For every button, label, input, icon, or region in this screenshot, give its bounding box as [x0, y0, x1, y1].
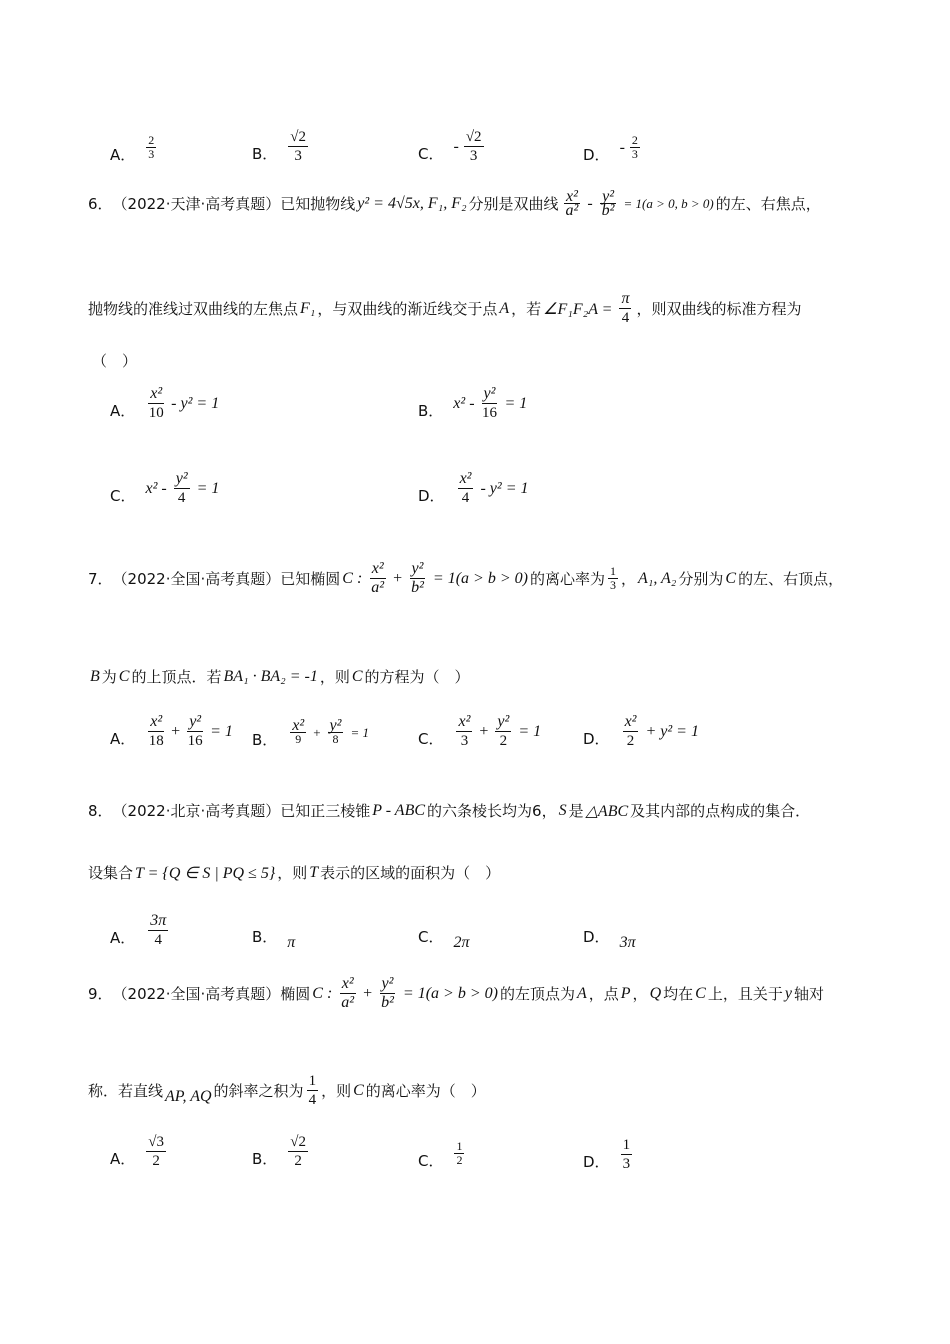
numerator: 1	[308, 1073, 317, 1089]
option-label: D．	[418, 487, 445, 505]
q9-option-b[interactable]	[252, 1133, 311, 1170]
question-number: 6．	[88, 195, 113, 213]
q9-option-a[interactable]	[110, 1133, 169, 1170]
math: AP, AQ	[165, 1087, 212, 1105]
q6-line-2	[88, 290, 802, 327]
math: 3π	[619, 934, 636, 951]
math: P - ABC	[372, 801, 426, 819]
text: 已知椭圆	[280, 570, 341, 588]
math: C :	[312, 984, 333, 1002]
text: 的左顶点为	[499, 985, 575, 1003]
option-label: B．	[252, 1150, 278, 1168]
denominator: 4	[621, 310, 630, 326]
denominator: 3	[622, 1156, 631, 1172]
option-label: B．	[252, 145, 278, 163]
math: = 1	[210, 722, 233, 740]
fraction	[288, 719, 308, 746]
question-number: 7．	[88, 570, 113, 588]
text: ，	[541, 802, 557, 820]
fraction	[407, 560, 428, 597]
denominator: 3	[460, 733, 469, 749]
math: -	[587, 194, 593, 212]
text: 设集合	[88, 864, 134, 882]
option-label: C．	[418, 145, 444, 163]
text: 均在	[663, 985, 694, 1003]
fraction	[621, 713, 641, 750]
text: 的六条棱长均为	[427, 802, 533, 820]
fraction	[493, 713, 513, 750]
question-source: （2022·全国·高考真题）	[112, 570, 281, 588]
numerator: x²	[565, 188, 578, 205]
q5-option-b[interactable]	[252, 128, 311, 165]
denominator: 3	[609, 578, 616, 592]
numerator: 1	[609, 564, 616, 578]
math: x² -	[453, 394, 475, 412]
q8-line-1	[88, 800, 810, 821]
math: = 1	[350, 724, 369, 740]
option-label: B．	[252, 731, 278, 749]
math: x² -	[145, 479, 167, 497]
option-label: B．	[252, 927, 278, 946]
text: 的离心率为	[529, 570, 605, 588]
fraction	[146, 385, 166, 422]
fraction	[454, 713, 474, 750]
denominator: 18	[148, 733, 164, 749]
q9-line-2	[88, 1072, 486, 1109]
q8-option-a[interactable]	[110, 912, 173, 949]
option-label: C．	[418, 927, 444, 946]
denominator: b²	[601, 202, 615, 219]
numerator: √2	[290, 129, 307, 145]
denominator: a²	[565, 202, 579, 219]
math: ∠F₁F₂A =	[543, 300, 613, 318]
fraction	[456, 470, 476, 507]
denominator: a²	[371, 579, 385, 596]
q6-answer-paren	[92, 350, 137, 371]
math: A₁, A₂	[637, 569, 677, 587]
math: = 1	[518, 722, 542, 740]
fraction	[337, 975, 358, 1012]
denominator: 8	[332, 732, 339, 746]
minus-sign: -	[619, 138, 625, 156]
text: 抛物线的准线过双曲线的左焦点	[88, 300, 299, 318]
numerator: 2	[631, 133, 638, 147]
option-label: A．	[110, 146, 136, 164]
numerator: y²	[189, 713, 202, 730]
numerator: x²	[292, 717, 305, 734]
denominator: 9	[295, 732, 302, 746]
text: 的左、右焦点，	[715, 195, 821, 213]
math: +	[393, 569, 403, 587]
q6-option-c[interactable]	[110, 470, 221, 507]
option-label: A．	[110, 730, 136, 748]
denominator: 2	[626, 733, 635, 749]
question-number: 9．	[88, 985, 113, 1003]
option-label: A．	[110, 1150, 136, 1168]
fraction	[598, 190, 619, 217]
fraction	[146, 134, 156, 161]
fraction	[288, 128, 308, 165]
question-number: 8．	[88, 802, 113, 820]
q5-option-d[interactable]	[583, 130, 643, 165]
denominator: a²	[341, 994, 355, 1011]
q8-option-d[interactable]	[583, 920, 638, 952]
q8-option-c[interactable]	[418, 920, 472, 952]
option-label: A．	[110, 402, 136, 420]
text: 的左、右顶点，	[738, 570, 844, 588]
fraction	[172, 470, 192, 507]
math: C	[351, 667, 363, 685]
text: ，则	[319, 668, 350, 686]
math: y	[784, 984, 792, 1002]
text: 已知抛物线	[280, 195, 356, 213]
denominator: 3	[469, 148, 478, 164]
fraction	[608, 565, 618, 592]
math: A	[499, 299, 510, 317]
q8-option-b[interactable]	[252, 920, 297, 952]
option-label: C．	[418, 1152, 444, 1170]
option-label: C．	[418, 730, 444, 748]
text: 及其内部的点构成的集合．	[630, 802, 811, 820]
text: ，与双曲线的渐近线交于点	[317, 300, 498, 318]
numerator: x²	[150, 385, 163, 402]
denominator: 16	[481, 405, 497, 421]
math: C	[725, 569, 737, 587]
denominator: 16	[187, 733, 203, 749]
option-label: B．	[418, 402, 444, 420]
fraction	[146, 1133, 166, 1170]
math: T = {Q ∈ S | PQ ≤ 5}	[135, 864, 276, 882]
q7-line-2	[88, 666, 470, 687]
denominator: 2	[294, 1153, 302, 1169]
q9-option-c[interactable]	[418, 1136, 467, 1171]
math: = 1(a > b > 0)	[432, 569, 528, 587]
math: △ABC	[585, 802, 629, 820]
fraction	[326, 719, 346, 746]
math: BA₁ · BA₂ = -1	[223, 667, 318, 685]
option-label: D．	[583, 1153, 610, 1171]
text: （ ）	[92, 352, 138, 370]
q7-option-a[interactable]: A． $\frac{\text{x²}}{18}$ + $\frac{\text{y²}}{16}$ = 1	[110, 713, 233, 749]
minus-sign: -	[453, 137, 459, 155]
fraction	[630, 134, 640, 161]
text: 的斜率之积为	[213, 1082, 304, 1100]
math: S	[558, 801, 567, 819]
text: 的离心率为（ ）	[365, 1082, 486, 1100]
math: - y² = 1	[480, 479, 529, 497]
q7-option-d[interactable]	[583, 713, 701, 750]
fraction	[377, 975, 398, 1012]
option-label: A．	[110, 929, 136, 947]
math: C	[353, 1081, 364, 1099]
math: π	[287, 934, 296, 951]
math: = 1	[196, 479, 220, 497]
fraction	[288, 1133, 308, 1170]
math: y² = 4√5x, F₁, F₂	[357, 194, 467, 212]
option-label: C．	[110, 487, 136, 505]
fraction	[307, 1072, 319, 1109]
math: F₁	[300, 299, 316, 317]
numerator: x²	[150, 713, 163, 730]
math: B	[90, 667, 100, 685]
fraction	[185, 713, 205, 750]
math: = 1(a > 0, b > 0)	[623, 195, 714, 211]
text: 的上顶点．若	[131, 668, 222, 686]
denominator: 4	[154, 932, 163, 948]
option-label: D．	[583, 927, 610, 946]
numerator: 1	[622, 1137, 631, 1153]
q5-option-a[interactable]	[110, 130, 159, 165]
fraction	[621, 1136, 633, 1173]
numerator: x²	[341, 975, 354, 992]
text: 分别是双曲线	[468, 195, 559, 213]
question-source: （2022·天津·高考真题）	[112, 195, 281, 213]
numerator: 3π	[150, 912, 167, 929]
text: 表示的区域的面积为（ ）	[320, 864, 501, 882]
denominator: 3	[294, 148, 302, 164]
denominator: 2	[456, 1153, 463, 1167]
numerator: √3	[148, 1134, 164, 1150]
numerator: y²	[329, 717, 342, 734]
text: ，则	[277, 864, 308, 882]
q6-option-d[interactable]	[418, 470, 531, 507]
denominator: 4	[177, 490, 186, 506]
fraction	[146, 912, 170, 949]
text: 是	[568, 802, 584, 820]
q7-option-c[interactable]: C． $\frac{\text{x²}}{3}$ + $\frac{\text{y²}}{2}$ = 1	[418, 713, 542, 749]
q8-line-2	[88, 862, 500, 883]
denominator: b²	[411, 579, 424, 596]
numerator: y²	[602, 188, 615, 205]
numerator: √2	[465, 129, 482, 145]
text: ，则双曲线的标准方程为	[636, 300, 802, 318]
fraction	[562, 190, 583, 217]
question-source: （2022·北京·高考真题）	[112, 802, 281, 820]
math: C	[695, 984, 706, 1002]
math: T	[309, 863, 319, 881]
numerator: √2	[290, 1134, 307, 1150]
math: - y² = 1	[171, 394, 220, 412]
option-label: D．	[583, 146, 610, 164]
text: ，则	[321, 1082, 352, 1100]
text: 椭圆	[280, 985, 311, 1003]
numerator: y²	[497, 713, 510, 730]
math: P	[620, 984, 631, 1002]
numerator: y²	[483, 385, 496, 402]
q6-option-b[interactable]	[418, 385, 529, 422]
text: 6	[532, 801, 542, 820]
denominator: 2	[499, 733, 508, 749]
q9-line-1	[88, 975, 824, 1012]
denominator: 3	[148, 147, 155, 161]
q6-line-1	[88, 190, 821, 217]
fraction	[146, 713, 166, 750]
text: ，点	[588, 985, 619, 1003]
math: + y² = 1	[645, 722, 699, 740]
numerator: y²	[411, 560, 424, 577]
denominator: 4	[461, 490, 470, 506]
q7-option-b[interactable]: B． $\frac{\text{x²}}{9}$ + $\frac{\text{y²}}{8}$ = 1	[252, 717, 369, 749]
denominator: 2	[152, 1153, 160, 1169]
question-source: （2022·全国·高考真题）	[112, 985, 281, 1003]
text: 轴对	[793, 985, 824, 1003]
numerator: y²	[175, 470, 188, 487]
fraction	[454, 1140, 464, 1167]
math: +	[363, 984, 373, 1002]
q6-option-a[interactable]	[110, 385, 221, 422]
numerator: 1	[456, 1139, 463, 1153]
text: ，	[632, 985, 648, 1003]
numerator: y²	[381, 975, 394, 992]
q7-line-1	[88, 560, 843, 597]
numerator: π	[621, 290, 630, 307]
option-label: D．	[583, 730, 610, 748]
text: 上，且关于	[707, 985, 783, 1003]
q5-option-c[interactable]	[418, 128, 487, 165]
math: = 1	[504, 394, 528, 412]
fraction	[367, 560, 388, 597]
denominator: 3	[631, 147, 638, 161]
fraction	[464, 128, 484, 165]
q9-option-d[interactable]	[583, 1136, 635, 1173]
text: 为	[101, 668, 117, 686]
math: A	[576, 984, 587, 1002]
text: 已知正三棱锥	[280, 802, 371, 820]
text: ，	[620, 570, 636, 588]
numerator: x²	[458, 713, 471, 730]
text: 分别为	[678, 570, 724, 588]
numerator: x²	[624, 713, 637, 730]
fraction	[617, 290, 633, 327]
denominator: 10	[148, 405, 164, 421]
text: 称．若直线	[88, 1082, 164, 1100]
math: 2π	[453, 934, 470, 951]
math: C :	[342, 569, 363, 587]
math: Q	[649, 984, 662, 1002]
fraction	[480, 385, 500, 422]
numerator: x²	[371, 560, 384, 577]
denominator: b²	[381, 994, 394, 1011]
numerator: 2	[148, 133, 155, 147]
numerator: x²	[459, 470, 472, 487]
text: 的方程为（ ）	[364, 668, 470, 686]
math: C	[118, 667, 130, 685]
math: = 1(a > b > 0)	[402, 984, 498, 1002]
denominator: 4	[308, 1092, 317, 1108]
text: ，若	[511, 300, 542, 318]
